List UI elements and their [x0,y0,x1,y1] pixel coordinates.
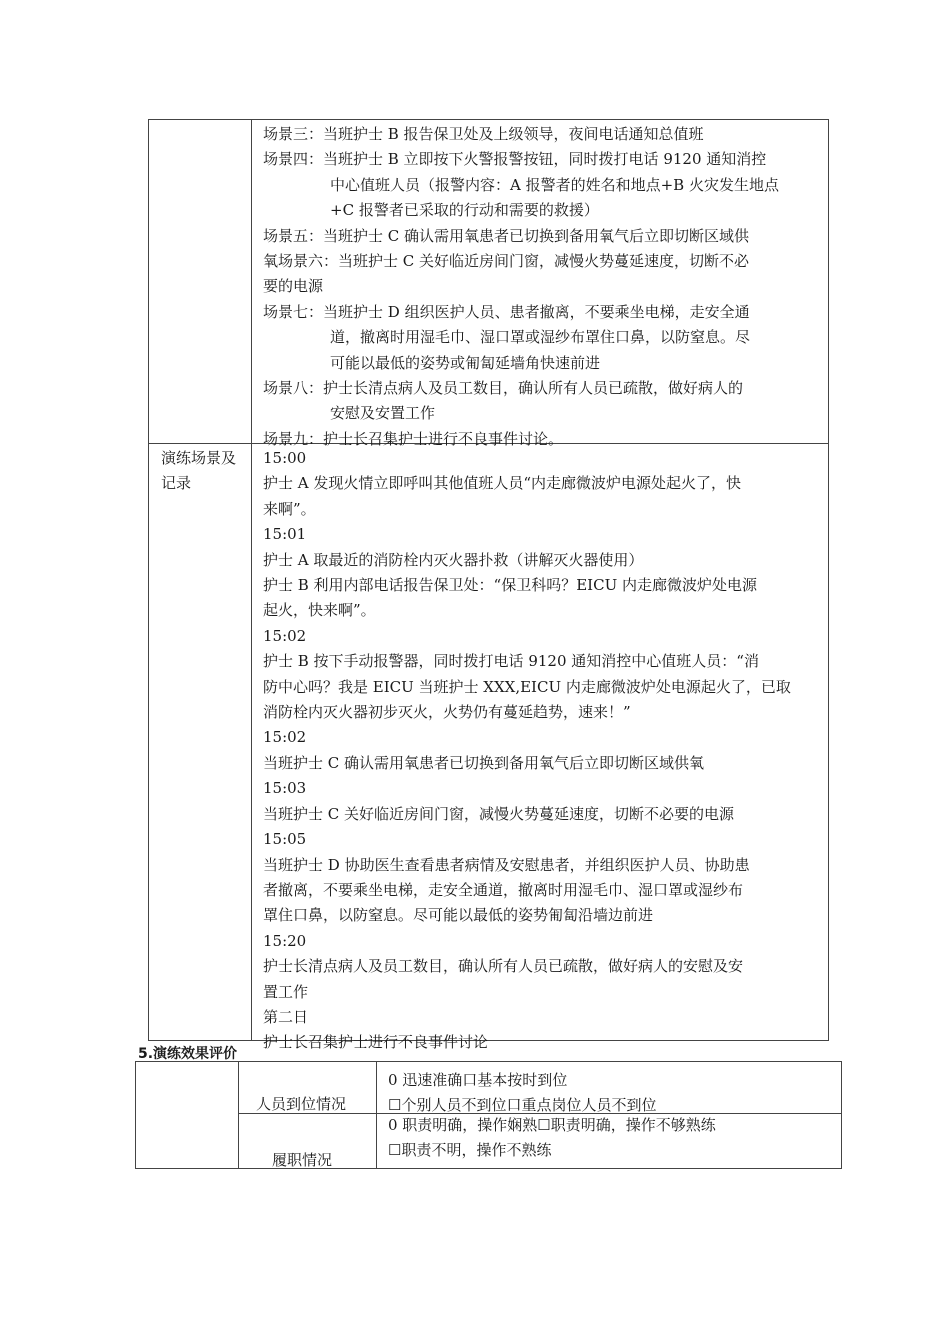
record-line: 护士 B 利用内部电话报告保卫处：“保卫科吗？EICU 内走廊微波炉处电源 [263,576,757,595]
record-line: 护士 A 取最近的消防栓内灭火器扑救（讲解灭火器使用） [263,550,644,569]
column-divider [238,1062,239,1168]
record-line: 第二日 [263,1007,309,1026]
record-line: 15:01 [263,525,307,544]
eval-label-duty: 履职情况 [272,1151,333,1169]
record-line: 当班护士 C 确认需用氧患者已切换到备用氧气后立即切断区域供氧 [263,753,705,772]
scenario-line: 场景四：当班护士 B 立即按下火警报警按钮，同时拨打电话 9120 通知消控 [263,150,767,169]
scenario-line: 道，撤离时用湿毛巾、湿口罩或湿纱布罩住口鼻，以防窒息。尽 [330,328,751,347]
record-line: 当班护士 C 关好临近房间门窗，减慢火势蔓延速度，切断不必要的电源 [263,804,735,823]
column-divider [251,120,252,1040]
record-line: 护士 A 发现火情立即呼叫其他值班人员“内走廊微波炉电源处起火了，快 [263,474,742,493]
record-line: 当班护士 D 协助医生查看患者病情及安慰患者，并组织医护人员、协助患 [263,855,750,874]
evaluation-table [135,1061,842,1169]
record-line: 15:02 [263,728,307,747]
drill-table [148,119,829,1052]
eval-option: ☐个别人员不到位口重点岗位人员不到位 [388,1096,657,1114]
eval-label-staffing: 人员到位情况 [256,1095,347,1113]
record-line: 防中心吗？我是 EICU 当班护士 XXX,EICU 内走廊微波炉处电源起火了，已取 [263,677,791,696]
drill-record-cell [263,446,825,1052]
scenario-line: 要的电源 [263,277,324,296]
scenario-line: 中心值班人员（报警内容：A 报警者的姓名和地点+B 火灾发生地点 [330,175,779,194]
scenario-line: 场景七：当班护士 D 组织医护人员、患者撤离，不要乘坐电梯，走安全通 [263,302,750,321]
scenario-line: 可能以最低的姿势或匍匐延墙角快速前进 [330,353,601,372]
eval-option: 0 职责明确，操作娴熟☐职责明确，操作不够熟练 [388,1116,716,1134]
eval-option: 0 迅速准确口基本按时到位 [388,1071,568,1089]
record-line: 来啊”。 [263,499,316,518]
scenario-line: 氧场景六：当班护士 C 关好临近房间门窗，减慢火势蔓延速度，切断不必 [263,252,750,271]
scenario-line: 场景五：当班护士 C 确认需用氧患者已切换到备用氧气后立即切断区域供 [263,226,750,245]
record-line: 15:02 [263,626,307,645]
row-label-cell [161,446,247,497]
eval-option: ☐职责不明，操作不熟练 [388,1141,552,1159]
scenario-steps-cell [263,122,825,448]
scenario-line: 场景八：护士长清点病人及员工数目，确认所有人员已疏散，做好病人的 [263,379,744,398]
scenario-line: 场景九：护士长召集护士进行不良事件讨论。 [263,429,564,448]
record-line: 起火，快来啊”。 [263,601,376,620]
scenario-line: 安慰及安置工作 [330,404,436,423]
column-divider [376,1062,377,1168]
record-line: 15:00 [263,449,307,467]
record-line: 15:05 [263,830,307,849]
section-title: 5.演练效果评价 [138,1046,238,1062]
record-line: 护士 B 按下手动报警器，同时拨打电话 9120 通知消控中心值班人员：“消 [263,652,759,671]
scenario-line: +C 报警者已采取的行动和需要的救援） [330,201,599,220]
record-line: 15:20 [263,931,307,950]
row-label: 演练场景及记录 [161,449,237,493]
record-line: 护士长清点病人及员工数目，确认所有人员已疏散，做好病人的安慰及安 [263,957,744,976]
record-line: 消防栓内灭火器初步灭火，火势仍有蔓延趋势，速来！” [263,703,631,722]
record-line: 15:03 [263,779,307,798]
record-line: 罩住口鼻，以防窒息。尽可能以最低的姿势匍匐沿墙边前进 [263,906,654,925]
scenario-line: 场景三：当班护士 B 报告保卫处及上级领导，夜间电话通知总值班 [263,125,704,143]
record-line: 置工作 [263,982,309,1001]
record-line: 者撤离，不要乘坐电梯，走安全通道，撤离时用湿毛巾、湿口罩或湿纱布 [263,880,744,899]
record-line: 护士长召集护士进行不良事件讨论 [263,1033,489,1052]
